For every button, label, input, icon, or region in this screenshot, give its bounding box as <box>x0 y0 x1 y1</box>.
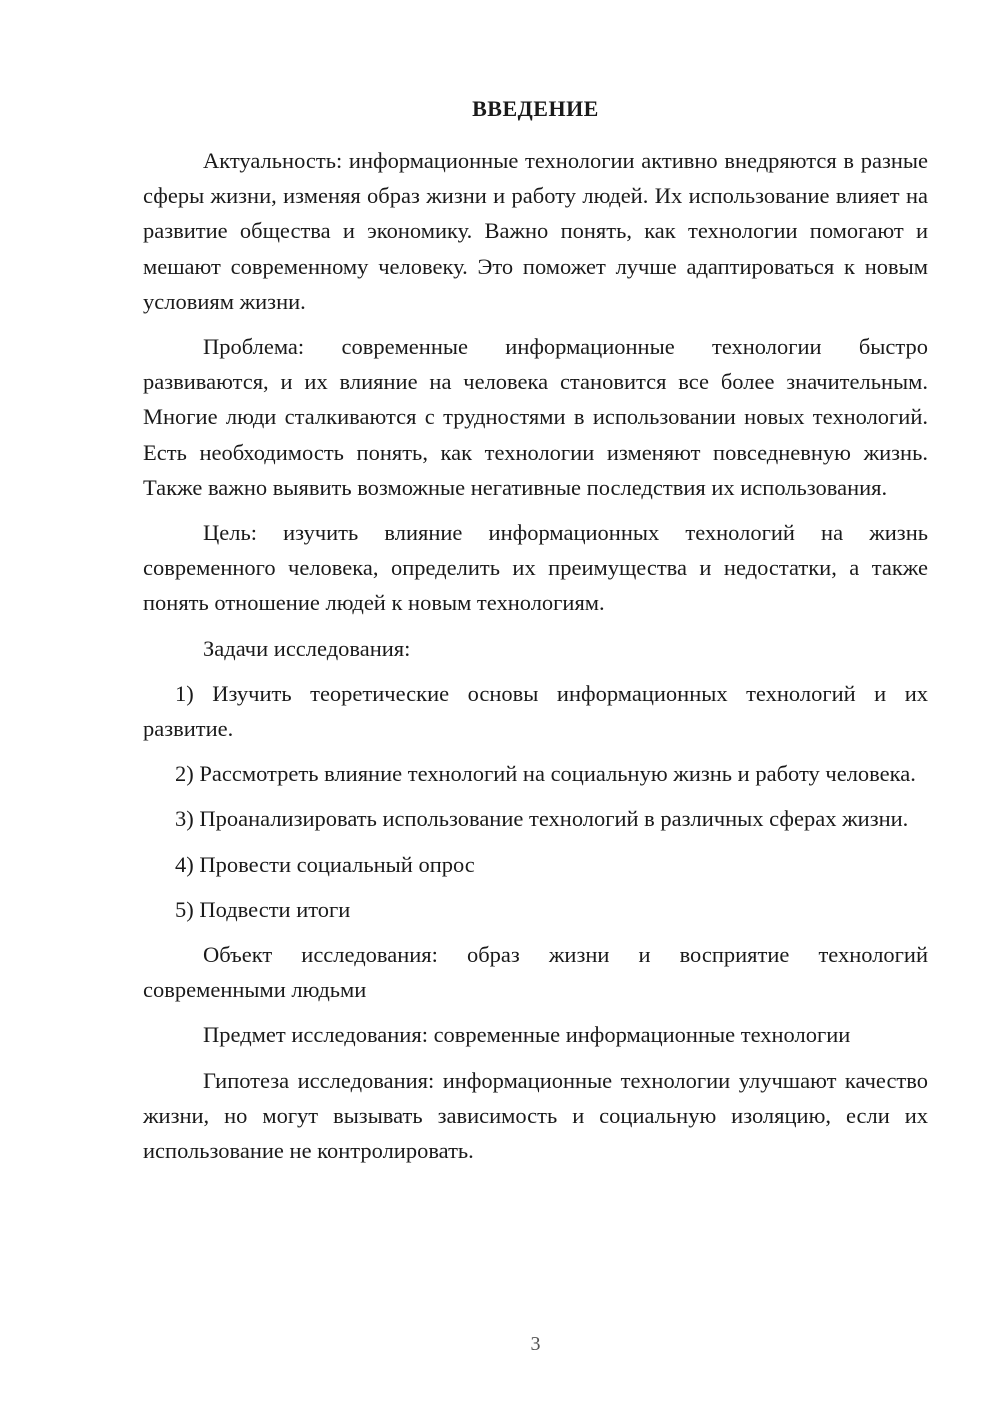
paragraph-object: Объект исследования: образ жизни и восприятие технологий современными людьми <box>143 942 928 1003</box>
task-item-4: 4) Провести социальный опрос <box>175 851 475 877</box>
paragraph-hypothesis: Гипотеза исследования: информационные технологии улучшают качество жизни, но могут вызывать зависимость и социальную изоляцию, если их использование не контролировать. <box>143 1067 928 1164</box>
paragraph-subject: Предмет исследования: современные информационные технологии <box>203 1022 851 1048</box>
paragraph-tasks-title: Задачи исследования: <box>203 635 411 661</box>
section-heading: ВВЕДЕНИЕ <box>472 96 599 121</box>
paragraph-relevance: Актуальность: информационные технологии активно внедряются в разные сферы жизни, изменяя образ жизни и работу людей. Их использование влияет на развитие общества и экономику. Важно понять, как технологии помогают и мешают современному человеку. Это поможет лучше адаптироваться к новым условиям жизни. <box>143 148 928 314</box>
task-item-1: 1) Изучить теоретические основы информационных технологий и их развитие. <box>143 680 928 742</box>
task-item-2: 2) Рассмотреть влияние технологий на социальную жизнь и работу человека. <box>175 761 916 787</box>
document-body <box>143 143 928 1178</box>
page-number: 3 <box>530 1333 541 1355</box>
paragraph-problem: Проблема: современные информационные технологии быстро развиваются, и их влияние на человека становится все более значительным. Многие люди сталкиваются с трудностями в использовании новых технологий. Есть необходимость понять, как технологии изменяют повседневную жизнь. Также важно выявить возможные негативные последствия их использования. <box>143 334 928 500</box>
document-page <box>143 0 928 1414</box>
paragraph-goal: Цель: изучить влияние информационных технологий на жизнь современного человека, определить их преимущества и недостатки, а также понять отношение людей к новым технологиям. <box>143 520 928 616</box>
task-item-5: 5) Подвести итоги <box>175 896 351 922</box>
task-item-3: 3) Проанализировать использование технологий в различных сферах жизни. <box>175 806 909 832</box>
